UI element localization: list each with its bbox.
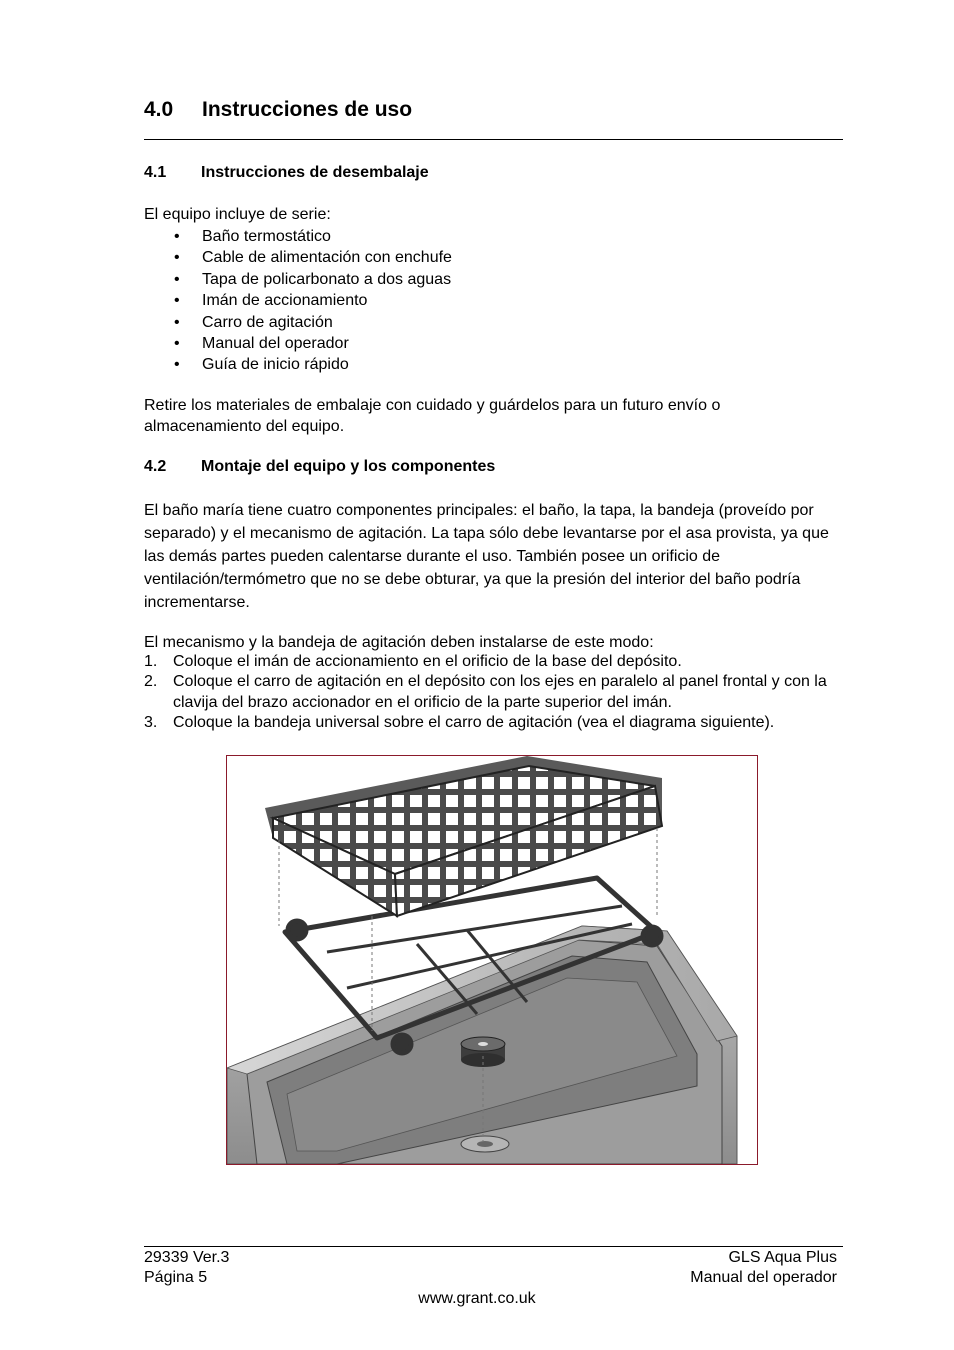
unpacking-paragraph: Retire los materiales de embalaje con cuidado y guárdelos para un futuro envío o almacenamiento del equipo. <box>144 397 721 435</box>
list-item: • Carro de agitación <box>144 312 452 333</box>
assembly-illustration <box>227 756 757 1164</box>
list-item: • Baño termostático <box>144 226 452 247</box>
list-item: • Manual del operador <box>144 333 452 354</box>
manual-name: Manual del operador <box>690 1269 837 1286</box>
subsection-number: 4.2 <box>144 458 167 475</box>
footer-website[interactable]: www.grant.co.uk <box>418 1290 536 1307</box>
components-paragraph: El baño maría tiene cuatro componentes principales: el baño, la tapa, la bandeja (proveído por separado) y el mecanismo de agitación. La tapa sólo debe levantarse por el asa provista, ya que las demás partes pueden calentarse durante el uso. También posee un orificio de ventilación/termómetro que no se debe obturar, ya que la presión del interior del baño podría incrementarse. <box>144 502 829 611</box>
section-title: Instrucciones de uso <box>202 98 413 121</box>
step-number: 1. <box>144 653 158 670</box>
intro-text: El equipo incluye de serie: <box>144 206 331 223</box>
installation-intro: El mecanismo y la bandeja de agitación deben instalarse de este modo: <box>144 634 654 651</box>
step-number: 2. <box>144 673 158 691</box>
section-heading <box>144 98 412 122</box>
list-item: • Imán de accionamiento <box>144 290 452 311</box>
document-version: 29339 Ver.3 <box>144 1249 230 1266</box>
step-item <box>144 652 844 672</box>
included-items-list <box>144 226 452 376</box>
footer-left <box>144 1248 229 1288</box>
footer-right <box>690 1248 837 1288</box>
bullet-icon: • <box>174 334 180 352</box>
subsection-heading-unpacking <box>144 164 429 182</box>
assembly-diagram <box>226 755 758 1165</box>
subsection-title: Instrucciones de desembalaje <box>201 164 429 181</box>
list-item: • Guía de inicio rápido <box>144 354 452 375</box>
bullet-icon: • <box>174 270 180 288</box>
footer-divider <box>144 1246 843 1247</box>
step-item <box>144 713 844 733</box>
bullet-icon: • <box>174 356 180 374</box>
bullet-icon: • <box>174 292 180 310</box>
subsection-number: 4.1 <box>144 164 167 181</box>
list-item: • Tapa de policarbonato a dos aguas <box>144 269 452 290</box>
installation-steps <box>144 652 844 733</box>
subsection-title: Montaje del equipo y los componentes <box>201 458 496 475</box>
step-item <box>144 672 844 713</box>
bullet-icon: • <box>174 228 180 245</box>
page-number: Página 5 <box>144 1269 208 1286</box>
list-item: • Cable de alimentación con enchufe <box>144 247 452 268</box>
step-text: Coloque la bandeja universal sobre el carro de agitación (vea el diagrama siguiente). <box>173 713 775 731</box>
section-number: 4.0 <box>144 98 174 121</box>
step-text: Coloque el imán de accionamiento en el orificio de la base del depósito. <box>173 653 682 670</box>
universal-tray <box>265 756 662 916</box>
step-number: 3. <box>144 713 158 731</box>
bullet-icon: • <box>174 313 180 331</box>
subsection-heading-assembly <box>144 458 495 476</box>
step-text: Coloque el carro de agitación en el depósito con los ejes en paralelo al panel frontal y con la clavija del brazo accionador en el orificio de la parte superior del imán. <box>173 673 827 711</box>
bullet-icon: • <box>174 249 180 267</box>
heading-divider <box>144 139 843 140</box>
product-name: GLS Aqua Plus <box>728 1249 837 1266</box>
